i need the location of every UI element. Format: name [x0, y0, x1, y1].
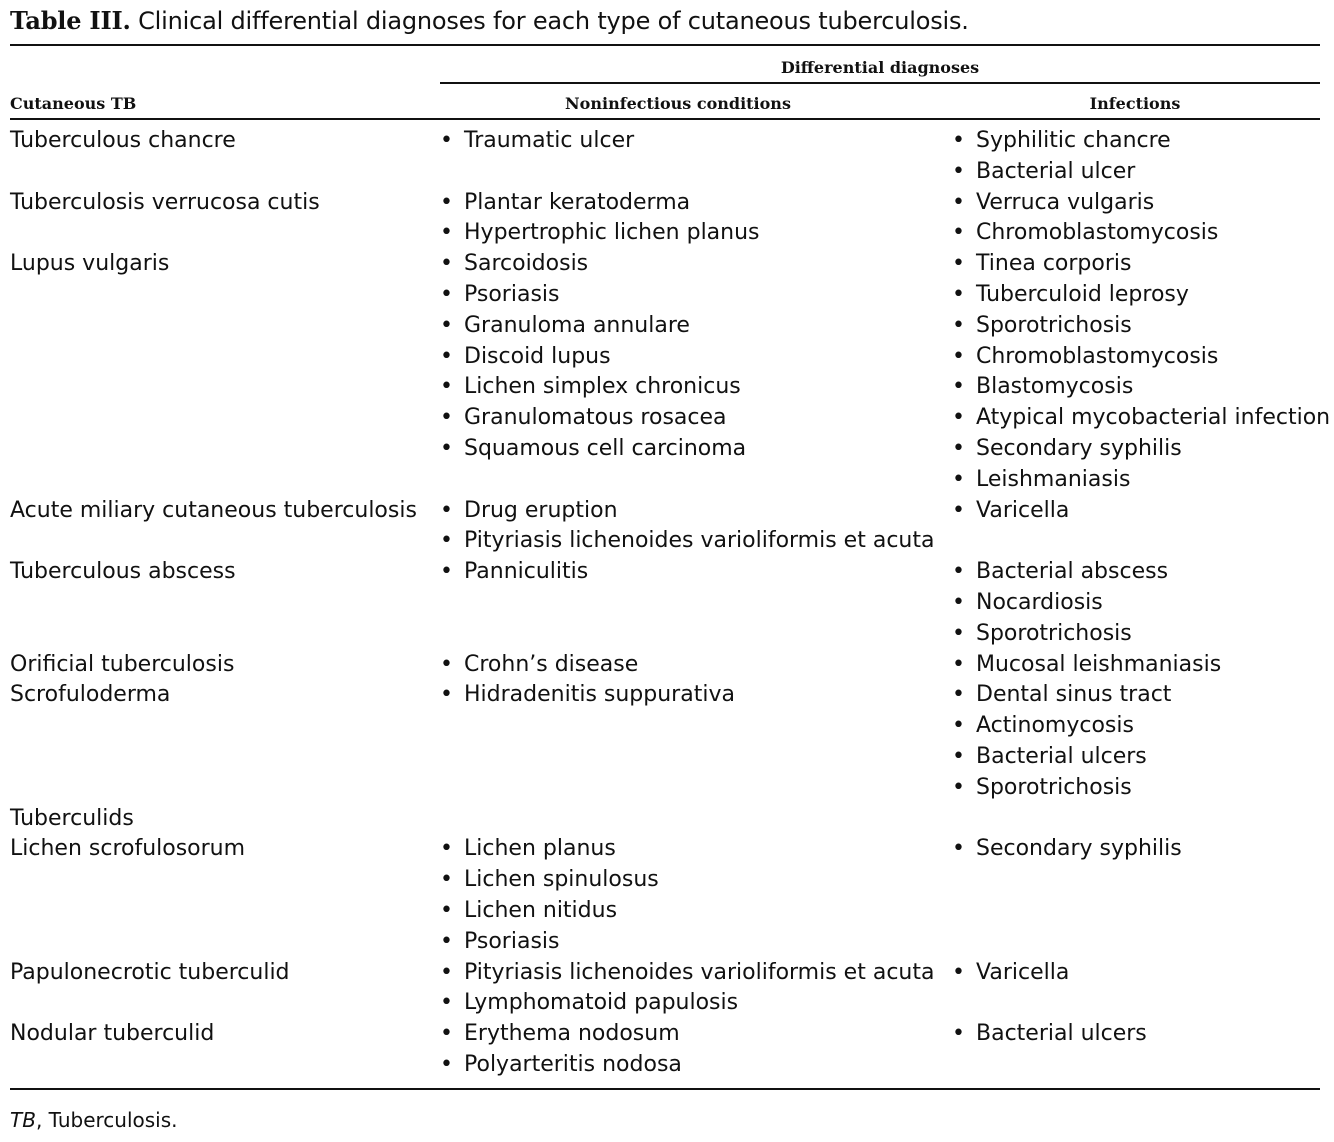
noninfectious-item: [440, 988, 952, 1019]
noninfectious-item-text: Pityriasis lichenoides varioliformis et acuta: [464, 959, 935, 985]
infection-item: [952, 157, 1332, 188]
noninfectious-item: [440, 342, 952, 373]
noninfectious-cell: [440, 680, 952, 803]
infection-item-text: Varicella: [976, 959, 1070, 985]
noninfectious-cell: [440, 958, 952, 1020]
infection-item: [952, 496, 1332, 527]
noninfectious-item-text: Psoriasis: [464, 281, 560, 307]
noninfectious-item-text: Pityriasis lichenoides varioliformis et acuta: [464, 528, 935, 554]
infection-item-text: Varicella: [976, 497, 1070, 523]
bullet-icon: •: [440, 374, 453, 400]
bullet-icon: •: [440, 281, 453, 307]
bullet-icon: •: [952, 559, 965, 585]
bullet-icon: •: [440, 836, 453, 862]
noninfectious-item-text: Traumatic ulcer: [464, 128, 635, 153]
noninfectious-item-text: Lichen spinulosus: [464, 867, 659, 893]
noninfectious-item-text: Lymphomatoid papulosis: [464, 990, 739, 1016]
bullet-icon: •: [952, 651, 965, 677]
noninfectious-item-text: Crohn’s disease: [464, 651, 639, 677]
infection-item: [952, 557, 1332, 588]
noninfectious-item-text: Psoriasis: [464, 928, 560, 954]
table-row: [0, 188, 1334, 250]
infection-item: [952, 650, 1332, 681]
cutaneous-tb-cell: Tuberculous abscess: [10, 559, 236, 585]
noninfectious-cell: [440, 188, 952, 250]
bullet-icon: •: [440, 651, 453, 677]
header-rule: [10, 118, 1320, 120]
infection-item: [952, 588, 1332, 619]
bullet-icon: •: [952, 343, 965, 369]
bullet-icon: •: [952, 959, 965, 985]
infections-cell: [952, 958, 1332, 1020]
table-row: [0, 249, 1334, 495]
table-caption-label: Table III.: [10, 6, 131, 35]
bullet-icon: •: [440, 867, 453, 893]
cutaneous-tb-cell: Lupus vulgaris: [10, 251, 170, 277]
bullet-icon: •: [952, 374, 965, 400]
table-footnote: [10, 1106, 178, 1134]
infection-item-text: Actinomycosis: [976, 713, 1134, 739]
infection-item-text: Bacterial ulcers: [976, 1021, 1147, 1047]
infection-item: [952, 403, 1332, 434]
bullet-icon: •: [952, 836, 965, 862]
noninfectious-item: [440, 865, 952, 896]
cutaneous-tb-cell: Papulonecrotic tuberculid: [10, 959, 290, 985]
infection-item-text: Atypical mycobacterial infection: [976, 405, 1331, 431]
noninfectious-item-text: Sarcoidosis: [464, 251, 589, 277]
infection-item-text: Sporotrichosis: [976, 774, 1132, 800]
bullet-icon: •: [440, 435, 453, 461]
table-row: [0, 680, 1334, 803]
infection-item: [952, 126, 1332, 157]
infection-item-text: Tuberculoid leprosy: [976, 281, 1189, 307]
table-row: [0, 557, 1334, 649]
noninfectious-item: [440, 188, 952, 219]
noninfectious-item: [440, 526, 952, 557]
footnote-abbreviation: TB: [10, 1108, 36, 1132]
table-row: [0, 496, 1334, 558]
infections-cell: [952, 1019, 1332, 1081]
noninfectious-cell: [440, 496, 952, 558]
noninfectious-cell: [440, 804, 952, 835]
bullet-icon: •: [440, 189, 453, 215]
noninfectious-item: [440, 650, 952, 681]
infection-item: [952, 434, 1332, 465]
bullet-icon: •: [440, 990, 453, 1016]
bullet-icon: •: [440, 312, 453, 338]
infection-item: [952, 311, 1332, 342]
noninfectious-item-text: Hidradenitis suppurativa: [464, 682, 735, 708]
infection-item: [952, 834, 1332, 865]
infection-item: [952, 249, 1332, 280]
bullet-icon: •: [952, 1021, 965, 1047]
noninfectious-item: [440, 1050, 952, 1081]
bullet-icon: •: [440, 928, 453, 954]
infection-item-text: Verruca vulgaris: [976, 189, 1155, 215]
infection-item: [952, 465, 1332, 496]
infection-item: [952, 1019, 1332, 1050]
bullet-icon: •: [952, 589, 965, 615]
infection-item: [952, 619, 1332, 650]
infections-cell: [952, 188, 1332, 250]
infection-item-text: Nocardiosis: [976, 589, 1103, 615]
noninfectious-item-text: Erythema nodosum: [464, 1021, 680, 1047]
noninfectious-item: [440, 896, 952, 927]
noninfectious-item: [440, 434, 952, 465]
infection-item: [952, 188, 1332, 219]
infections-cell: [952, 557, 1332, 649]
noninfectious-item: [440, 403, 952, 434]
infection-item-text: Mucosal leishmaniasis: [976, 651, 1222, 677]
noninfectious-item: [440, 218, 952, 249]
noninfectious-item: [440, 958, 952, 989]
bullet-icon: •: [440, 897, 453, 923]
bullet-icon: •: [440, 1051, 453, 1077]
cutaneous-tb-cell: Nodular tuberculid: [10, 1021, 215, 1047]
noninfectious-item-text: Drug eruption: [464, 497, 618, 523]
cutaneous-tb-cell: Tuberculids: [10, 805, 134, 831]
infection-item-text: Chromoblastomycosis: [976, 343, 1219, 369]
bullet-icon: •: [952, 128, 965, 153]
noninfectious-item-text: Lichen simplex chronicus: [464, 374, 741, 400]
cutaneous-tb-cell: Acute miliary cutaneous tuberculosis: [10, 497, 417, 523]
table-caption-text: Clinical differential diagnoses for each type of cutaneous tuberculosis.: [138, 7, 969, 35]
noninfectious-item: [440, 126, 952, 157]
infections-cell: [952, 680, 1332, 803]
noninfectious-item: [440, 680, 952, 711]
bullet-icon: •: [440, 959, 453, 985]
noninfectious-item-text: Discoid lupus: [464, 343, 611, 369]
bullet-icon: •: [440, 528, 453, 554]
infections-cell: [952, 834, 1332, 957]
bullet-icon: •: [440, 220, 453, 246]
bullet-icon: •: [952, 743, 965, 769]
noninfectious-item-text: Granulomatous rosacea: [464, 405, 727, 431]
bullet-icon: •: [952, 774, 965, 800]
bullet-icon: •: [440, 682, 453, 708]
cutaneous-tb-cell: Lichen scrofulosorum: [10, 836, 246, 862]
noninfectious-item-text: Hypertrophic lichen planus: [464, 220, 760, 246]
table-caption: [10, 4, 969, 38]
footnote-text: , Tuberculosis.: [35, 1108, 178, 1132]
noninfectious-cell: [440, 249, 952, 495]
noninfectious-item-text: Plantar keratoderma: [464, 189, 691, 215]
bullet-icon: •: [440, 497, 453, 523]
infection-item: [952, 680, 1332, 711]
bullet-icon: •: [952, 189, 965, 215]
bullet-icon: •: [440, 559, 453, 585]
infection-item: [952, 958, 1332, 989]
noninfectious-cell: [440, 1019, 952, 1081]
infection-item-text: Secondary syphilis: [976, 435, 1182, 461]
infections-cell: [952, 804, 1332, 835]
cutaneous-tb-cell: Orificial tuberculosis: [10, 651, 235, 677]
noninfectious-item: [440, 372, 952, 403]
noninfectious-item: [440, 1019, 952, 1050]
table-body: [0, 126, 1334, 1081]
bullet-icon: •: [440, 251, 453, 277]
infection-item: [952, 773, 1332, 804]
infection-item-text: Leishmaniasis: [976, 466, 1131, 492]
table-row: [0, 650, 1334, 681]
infection-item: [952, 742, 1332, 773]
infection-item-text: Sporotrichosis: [976, 620, 1132, 646]
bullet-icon: •: [952, 312, 965, 338]
cutaneous-tb-cell: Scrofuloderma: [10, 682, 171, 708]
noninfectious-item: [440, 834, 952, 865]
noninfectious-item-text: Lichen nitidus: [464, 897, 618, 923]
noninfectious-cell: [440, 126, 952, 188]
infection-item: [952, 372, 1332, 403]
bottom-rule: [10, 1088, 1320, 1090]
noninfectious-item-text: Polyarteritis nodosa: [464, 1051, 682, 1077]
noninfectious-item: [440, 311, 952, 342]
column-header-noninfectious: Noninfectious conditions: [565, 94, 791, 113]
noninfectious-item-text: Granuloma annulare: [464, 312, 690, 338]
group-header-differential-diagnoses: Differential diagnoses: [780, 58, 980, 77]
bullet-icon: •: [952, 405, 965, 431]
noninfectious-cell: [440, 834, 952, 957]
noninfectious-cell: [440, 650, 952, 681]
infection-item-text: Bacterial abscess: [976, 559, 1169, 585]
bullet-icon: •: [440, 405, 453, 431]
noninfectious-item-text: Lichen planus: [464, 836, 616, 862]
column-header-infections: Infections: [1089, 94, 1181, 113]
table-row: [0, 1019, 1334, 1081]
noninfectious-item-text: Panniculitis: [464, 559, 589, 585]
table-row: [0, 804, 1334, 835]
infection-item-text: Chromoblastomycosis: [976, 220, 1219, 246]
noninfectious-item: [440, 496, 952, 527]
infections-cell: [952, 496, 1332, 558]
table-row: [0, 126, 1334, 188]
top-rule: [10, 44, 1320, 46]
infection-item-text: Blastomycosis: [976, 374, 1134, 400]
infection-item-text: Secondary syphilis: [976, 836, 1182, 862]
infections-cell: [952, 650, 1332, 681]
column-header-cutaneous-tb: Cutaneous TB: [10, 94, 137, 113]
infection-item-text: Bacterial ulcers: [976, 743, 1147, 769]
infection-item: [952, 218, 1332, 249]
bullet-icon: •: [952, 682, 965, 708]
noninfectious-item: [440, 557, 952, 588]
bullet-icon: •: [952, 158, 965, 184]
table-row: [0, 958, 1334, 1020]
bullet-icon: •: [952, 435, 965, 461]
bullet-icon: •: [952, 713, 965, 739]
bullet-icon: •: [952, 220, 965, 246]
bullet-icon: •: [952, 497, 965, 523]
noninfectious-item: [440, 249, 952, 280]
bullet-icon: •: [440, 128, 453, 153]
infection-item-text: Sporotrichosis: [976, 312, 1132, 338]
noninfectious-item: [440, 280, 952, 311]
bullet-icon: •: [952, 251, 965, 277]
infection-item: [952, 342, 1332, 373]
bullet-icon: •: [952, 466, 965, 492]
bullet-icon: •: [952, 281, 965, 307]
bullet-icon: •: [440, 1021, 453, 1047]
infection-item-text: Tinea corporis: [976, 251, 1132, 277]
noninfectious-item: [440, 927, 952, 958]
infection-item-text: Syphilitic chancre: [976, 128, 1171, 153]
table-row: [0, 834, 1334, 957]
infections-cell: [952, 126, 1332, 188]
cutaneous-tb-cell: Tuberculous chancre: [10, 128, 236, 153]
infections-cell: [952, 249, 1332, 495]
group-header-rule: [440, 82, 1320, 84]
cutaneous-tb-cell: Tuberculosis verrucosa cutis: [10, 189, 320, 215]
noninfectious-cell: [440, 557, 952, 649]
noninfectious-item-text: Squamous cell carcinoma: [464, 435, 747, 461]
bullet-icon: •: [952, 620, 965, 646]
infection-item-text: Bacterial ulcer: [976, 158, 1136, 184]
bullet-icon: •: [440, 343, 453, 369]
infection-item: [952, 280, 1332, 311]
infection-item-text: Dental sinus tract: [976, 682, 1172, 708]
infection-item: [952, 711, 1332, 742]
